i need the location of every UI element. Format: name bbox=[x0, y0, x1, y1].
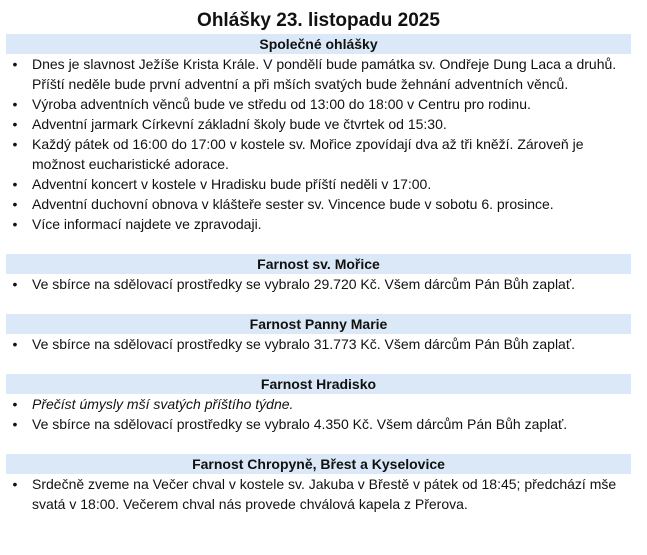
announcement-section bbox=[6, 254, 631, 294]
announcement-list bbox=[6, 394, 631, 434]
list-item bbox=[6, 174, 631, 194]
section-heading: Společné ohlášky bbox=[6, 34, 631, 54]
section-gap bbox=[6, 434, 631, 454]
announcement-list bbox=[6, 474, 631, 514]
list-item-text: Výroba adventních věnců bude ve středu od 13:00 do 18:00 v Centru pro rodinu. bbox=[32, 96, 531, 112]
page-title: Ohlášky 23. listopadu 2025 bbox=[197, 10, 440, 31]
announcement-section bbox=[6, 314, 631, 354]
section-gap bbox=[6, 354, 631, 374]
list-item-text: Ve sbírce na sdělovací prostředky se vybralo 4.350 Kč. Všem dárcům Pán Bůh zaplať. bbox=[32, 416, 568, 432]
list-item bbox=[6, 94, 631, 114]
list-item bbox=[6, 134, 631, 174]
list-item bbox=[6, 394, 631, 414]
list-item-text: Srdečně zveme na Večer chval v kostele sv. Jakuba v Břestě v pátek od 18:45; předchází mše svatá v 18:00. Večerem chval nás provede chválová kapela z Přerova. bbox=[32, 476, 617, 512]
list-item-text: Ve sbírce na sdělovací prostředky se vybralo 31.773 Kč. Všem dárcům Pán Bůh zaplať. bbox=[32, 336, 575, 352]
announcement-list bbox=[6, 54, 631, 234]
list-item bbox=[6, 54, 631, 94]
bullet-icon: • bbox=[12, 396, 18, 412]
section-heading: Farnost Chropyně, Břest a Kyselovice bbox=[6, 454, 631, 474]
bullet-icon: • bbox=[12, 336, 18, 352]
list-item-text: Ve sbírce na sdělovací prostředky se vybralo 29.720 Kč. Všem dárcům Pán Bůh zaplať. bbox=[32, 276, 575, 292]
list-item-text: Dnes je slavnost Ježíše Krista Krále. V pondělí bude památka sv. Ondřeje Dung Laca a druhů. Příští neděle bude první adventní a při mších svatých bude žehnání adventních věnců. bbox=[32, 56, 617, 92]
list-item bbox=[6, 274, 631, 294]
list-item-text: Adventní koncert v kostele v Hradisku bude příští neděli v 17:00. bbox=[32, 176, 432, 192]
bullet-icon: • bbox=[12, 476, 18, 492]
list-item-text: Přečíst úmysly mší svatých příštího týdne. bbox=[32, 396, 294, 412]
announcement-list bbox=[6, 274, 631, 294]
section-heading: Farnost Panny Marie bbox=[6, 314, 631, 334]
list-item bbox=[6, 114, 631, 134]
section-heading: Farnost sv. Mořice bbox=[6, 254, 631, 274]
announcement-section bbox=[6, 34, 631, 234]
list-item-text: Adventní jarmark Církevní základní školy bude ve čtvrtek od 15:30. bbox=[32, 116, 447, 132]
bullet-icon: • bbox=[12, 416, 18, 432]
list-item bbox=[6, 414, 631, 434]
announcement-list bbox=[6, 334, 631, 354]
section-gap bbox=[6, 234, 631, 254]
bullet-icon: • bbox=[12, 176, 18, 192]
list-item bbox=[6, 334, 631, 354]
section-gap bbox=[6, 294, 631, 314]
bullet-icon: • bbox=[12, 56, 18, 72]
announcement-section bbox=[6, 454, 631, 514]
list-item-text: Více informací najdete ve zpravodaji. bbox=[32, 216, 262, 232]
list-item-text: Adventní duchovní obnova v klášteře sester sv. Vincence bude v sobotu 6. prosince. bbox=[32, 196, 554, 212]
announcement-section bbox=[6, 374, 631, 434]
section-heading: Farnost Hradisko bbox=[6, 374, 631, 394]
bullet-icon: • bbox=[12, 116, 18, 132]
bullet-icon: • bbox=[12, 276, 18, 292]
bullet-icon: • bbox=[12, 196, 18, 212]
bullet-icon: • bbox=[12, 96, 18, 112]
list-item bbox=[6, 474, 631, 514]
list-item bbox=[6, 214, 631, 234]
sections-container bbox=[6, 34, 631, 514]
bullet-icon: • bbox=[12, 136, 18, 152]
list-item bbox=[6, 194, 631, 214]
bullet-icon: • bbox=[12, 216, 18, 232]
list-item-text: Každý pátek od 16:00 do 17:00 v kostele sv. Mořice zpovídají dva až tři kněží. Zároveň je možnost eucharistické adorace. bbox=[32, 136, 584, 172]
